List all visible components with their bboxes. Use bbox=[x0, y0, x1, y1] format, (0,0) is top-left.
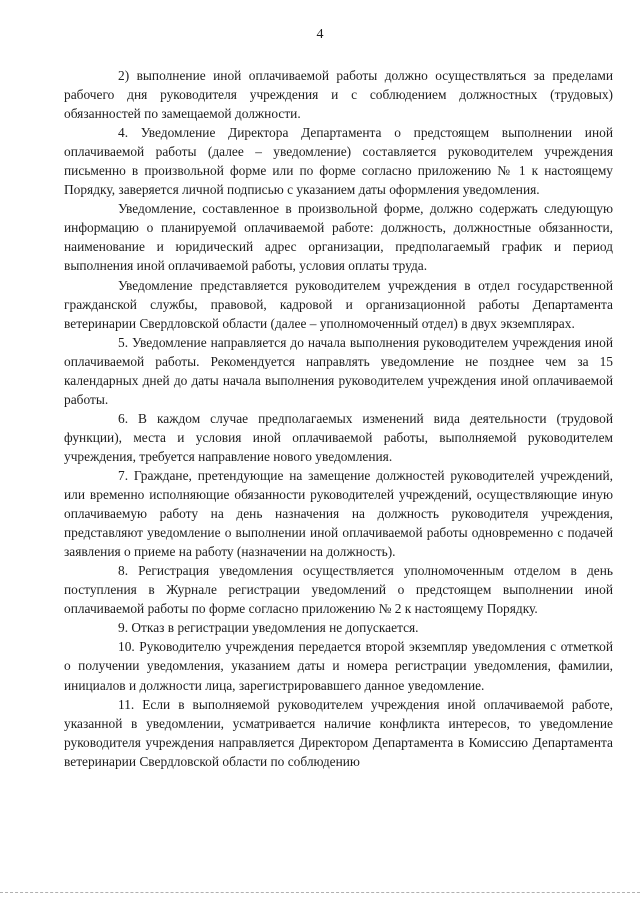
paragraph-clause-4: 4. Уведомление Директора Департамента о предстоящем выполнении иной оплачиваемой работы (далее – уведомление) составляется руководителем учреждения письменно в произвольной форме или по форме согласно приложению № 1 к настоящему Порядку, заверяется личной подписью с указанием даты оформления уведомления. bbox=[64, 125, 613, 198]
scan-bottom-edge bbox=[0, 892, 640, 893]
paragraph-free-form-notice: Уведомление, составленное в произвольной форме, должно содержать следующую информацию о планируемой оплачиваемой работе: должность, должностные обязанности, наименование и юридический адрес организации, предполагаемый график и период выполнения иной оплачиваемой работы, условия оплаты труда. bbox=[64, 201, 613, 274]
paragraph-clause-6: 6. В каждом случае предполагаемых изменений вида деятельности (трудовой функции), места и условия иной оплачиваемой работы, выполняемой руководителем учреждения, требуется направление нового уведомления. bbox=[64, 410, 613, 464]
paragraph-notice-submission: Уведомление представляется руководителем учреждения в отдел государственной гражданской службы, правовой, кадровой и организационной работы Департамента ветеринарии Свердловской области (далее – уполномоченный отдел) в двух экземплярах. bbox=[64, 277, 613, 331]
page-number: 4 bbox=[316, 27, 324, 42]
paragraph-clause-9: 9. Отказ в регистрации уведомления не допускается. bbox=[118, 620, 419, 636]
document-body bbox=[64, 66, 613, 771]
paragraph-clause-11: 11. Если в выполняемой руководителем учреждения иной оплачиваемой работе, указанной в уведомлении, усматривается наличие конфликта интересов, то уведомление руководителя учреждения направляется Директором Департамента в Комиссию Департамента ветеринарии Свердловской области по соблюдению bbox=[64, 696, 613, 769]
paragraph-clause-5: 5. Уведомление направляется до начала выполнения руководителем учреждения иной оплачиваемой работы. Рекомендуется направлять уведомление не позднее чем за 15 календарных дней до даты начала выполнения руководителем учреждения иной оплачиваемой работы. bbox=[64, 334, 613, 407]
paragraph-clause-8: 8. Регистрация уведомления осуществляется уполномоченным отделом в день поступления в Журнале регистрации уведомлений о предстоящем выполнении иной оплачиваемой работы по форме согласно приложению № 2 к настоящему Порядку. bbox=[64, 563, 613, 617]
paragraph-clause-7: 7. Граждане, претендующие на замещение должностей руководителей учреждений, или временно исполняющие обязанности руководителей учреждений, осуществляющие иную оплачиваемую работу на день назначения на должность руководителя учреждения, представляют уведомление о выполнении иной оплачиваемой работы одновременно с подачей заявления о приеме на работу (назначении на должность). bbox=[64, 467, 613, 560]
paragraph-item-2: 2) выполнение иной оплачиваемой работы должно осуществляться за пределами рабочего дня руководителя учреждения и с соблюдением должностных (трудовых) обязанностей по замещаемой должности. bbox=[64, 68, 613, 122]
paragraph-clause-10: 10. Руководителю учреждения передается второй экземпляр уведомления с отметкой о получении уведомления, указанием даты и номера регистрации уведомления, фамилии, инициалов и должности лица, зарегистрировавшего данное уведомление. bbox=[64, 639, 613, 693]
